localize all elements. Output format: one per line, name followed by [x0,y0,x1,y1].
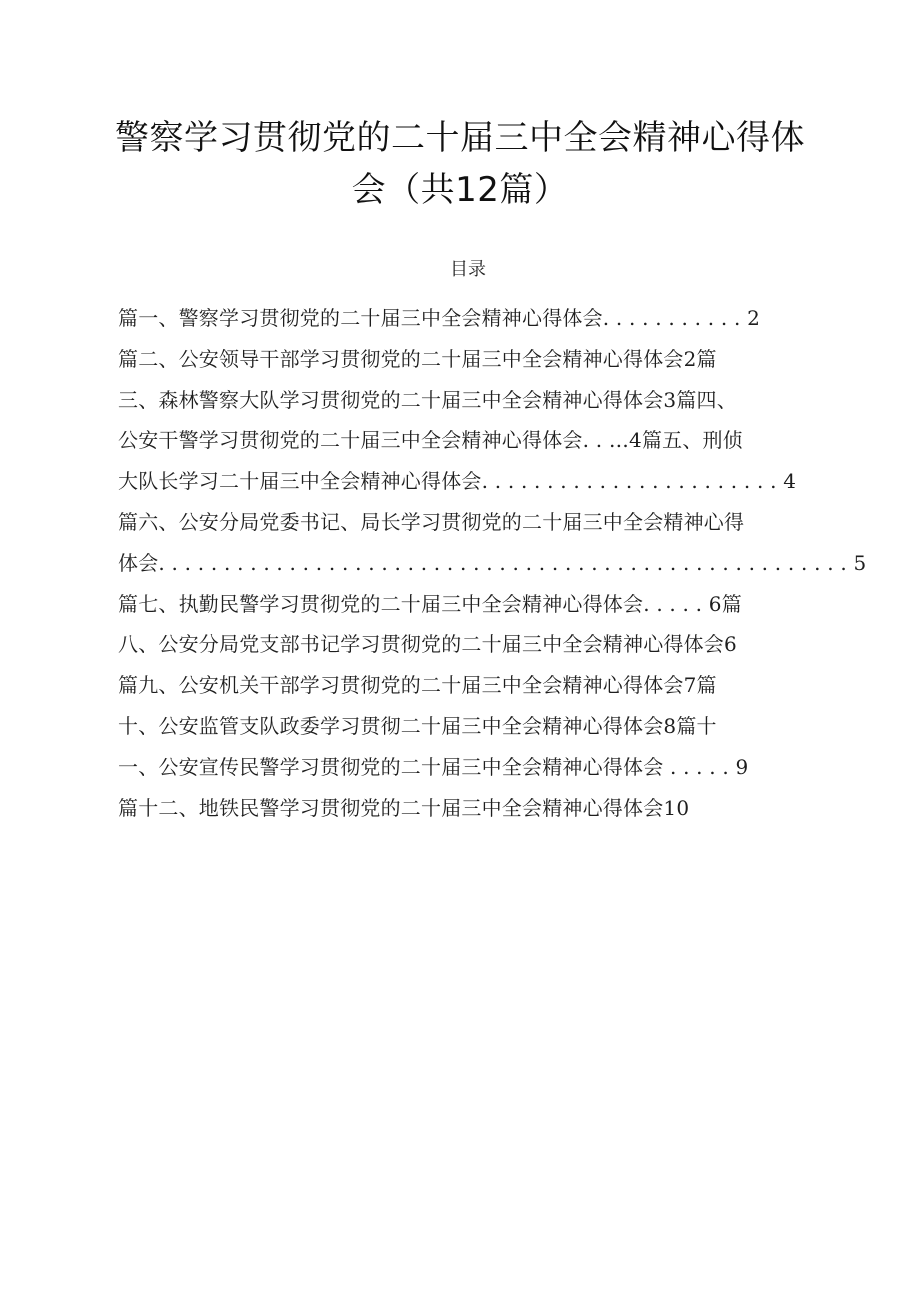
document-title [100,112,820,216]
title-line-1: 警察学习贯彻党的二十届三中全会精神心得体 [115,118,805,158]
title-line-2: 会（共12篇） [351,170,569,210]
toc-line: 公安干警学习贯彻党的二十届三中全会精神心得体会. . …4篇五、刑侦 [118,428,743,453]
toc-line: 篇一、警察学习贯彻党的二十届三中全会精神心得体会. . . . . . . . . . . 2 [118,306,760,330]
toc-line: 大队长学习二十届三中全会精神心得体会. . . . . . . . . . . . . . . . . . . . . . . 4 [118,469,797,494]
toc-line: 篇九、公安机关干部学习贯彻党的二十届三中全会精神心得体会7篇 [118,673,717,698]
toc-line: 三、森林警察大队学习贯彻党的二十届三中全会精神心得体会3篇四、 [118,387,737,412]
toc-line: 八、公安分局党支部书记学习贯彻党的二十届三中全会精神心得体会6 [118,632,737,657]
toc-line: 十、公安监管支队政委学习贯彻二十届三中全会精神心得体会8篇十 [118,713,717,738]
toc-line: 篇六、公安分局党委书记、局长学习贯彻党的二十届三中全会精神心得 [118,509,745,534]
toc-line: 篇二、公安领导干部学习贯彻党的二十届三中全会精神心得体会2篇 [118,346,717,371]
toc-heading: 目录 [450,259,486,280]
toc-line: 一、公安宣传民警学习贯彻党的二十届三中全会精神心得体会 . . . . . 9 [118,754,749,779]
toc-line: 篇七、执勤民警学习贯彻党的二十届三中全会精神心得体会. . . . . 6篇 [118,591,742,616]
toc-line: 体会. . . . . . . . . . . . . . . . . . . . . . . . . . . . . . . . . . . . . . . . . . . . . . . . . . . . . 5 [118,550,867,575]
table-of-contents [118,298,867,828]
toc-line: 篇十二、地铁民警学习贯彻党的二十届三中全会精神心得体会10 [118,795,690,820]
